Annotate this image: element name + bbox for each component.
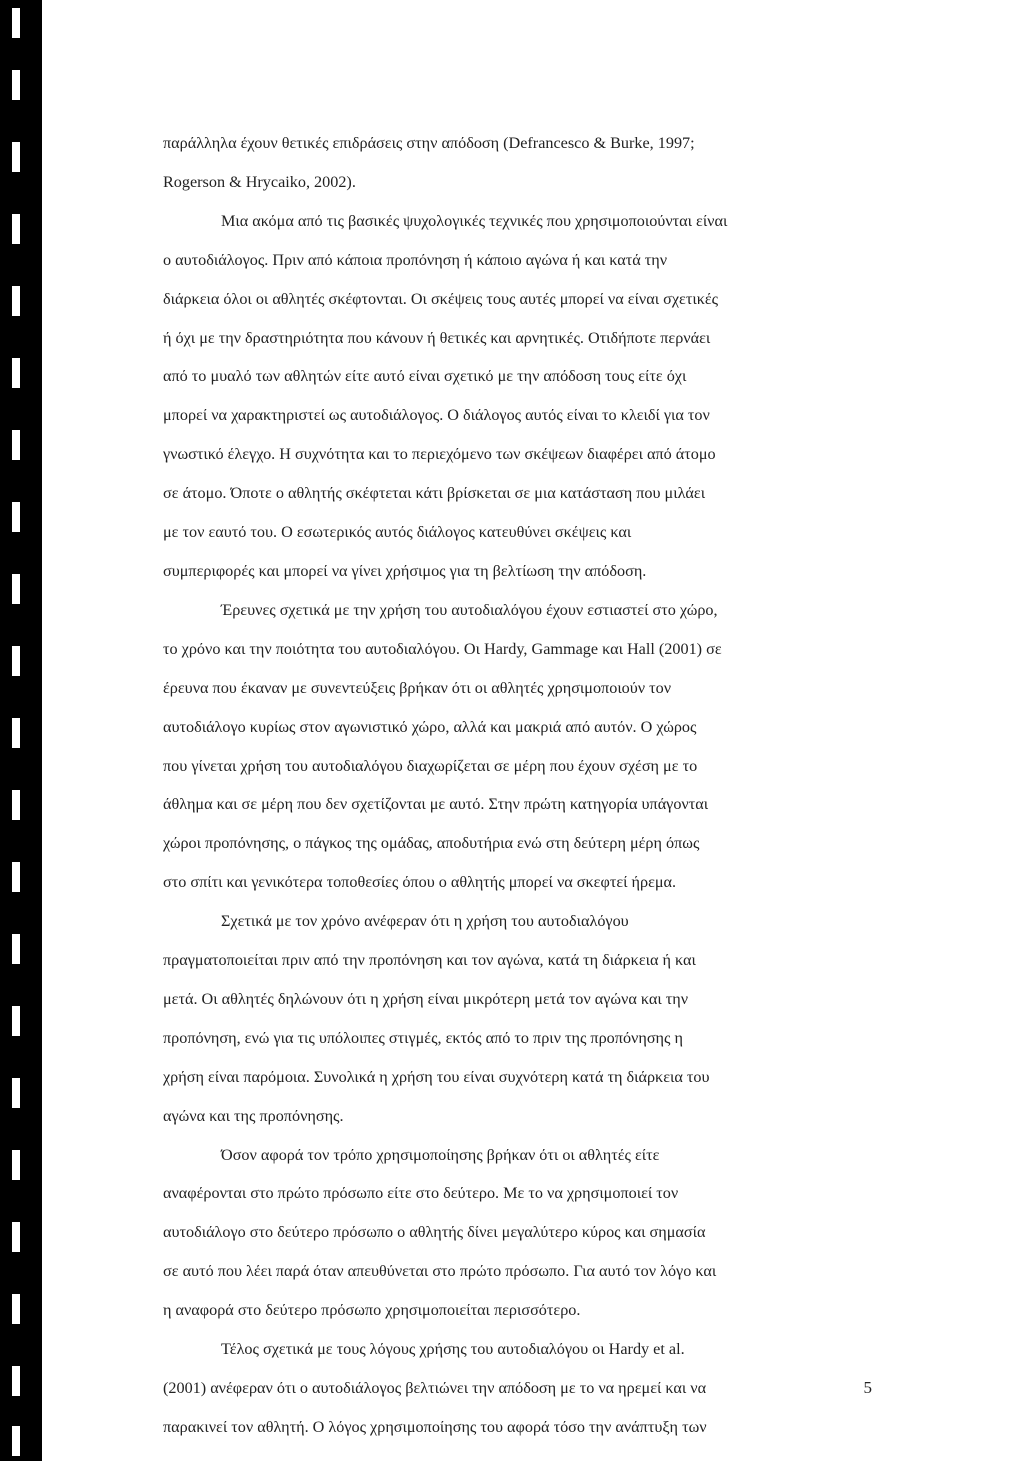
paragraph-first-line: Τέλος σχετικά με τους λόγους χρήσης του αυτοδιαλόγου οι Hardy et al. — [221, 1340, 685, 1359]
film-perforation — [12, 790, 20, 820]
text-line: συμπεριφορές και μπορεί να γίνει χρήσιμος για τη βελτίωση την απόδοση. — [163, 561, 647, 580]
film-perforation — [12, 430, 20, 460]
film-perforation — [12, 358, 20, 388]
text-line: διάρκεια όλοι οι αθλητές σκέφτονται. Οι σκέψεις τους αυτές μπορεί να είναι σχετικές — [163, 289, 719, 308]
text-line: αγώνα και της προπόνησης. — [163, 1106, 344, 1125]
film-perforation — [12, 1150, 20, 1180]
text-line: αυτοδιάλογο κυρίως στον αγωνιστικό χώρο, αλλά και μακριά από αυτόν. Ο χώρος — [163, 717, 697, 736]
text-line: μπορεί να χαρακτηριστεί ως αυτοδιάλογος. Ο διάλογος αυτός είναι το κλειδί για τον — [163, 406, 710, 425]
text-line: ή όχι με την δραστηριότητα που κάνουν ή θετικές και αρνητικές. Οτιδήποτε περνάει — [163, 328, 711, 347]
film-perforation — [12, 8, 20, 38]
text-line: αναφέρονται στο πρώτο πρόσωπο είτε στο δεύτερο. Με το να χρησιμοποιεί τον — [163, 1184, 679, 1203]
film-perforation — [12, 70, 20, 100]
text-line: με τον εαυτό του. Ο εσωτερικός αυτός διάλογος κατευθύνει σκέψεις και — [163, 523, 632, 542]
film-perforation — [12, 214, 20, 244]
text-line: παρακινεί τον αθλητή. Ο λόγος χρησιμοποίησης του αφορά τόσο την ανάπτυξη των — [163, 1417, 707, 1436]
text-line: σε αυτό που λέει παρά όταν απευθύνεται στο πρώτο πρόσωπο. Για αυτό τον λόγο και — [163, 1262, 717, 1281]
film-perforation — [12, 1078, 20, 1108]
text-line: στο σπίτι και γενικότερα τοποθεσίες όπου ο αθλητής μπορεί να σκεφτεί ήρεμα. — [163, 873, 677, 892]
text-line: χρήση είναι παρόμοια. Συνολικά η χρήση του είναι συχνότερη κατά τη διάρκεια του — [163, 1067, 710, 1086]
page-number: 5 — [863, 1378, 872, 1397]
text-line: παράλληλα έχουν θετικές επιδράσεις στην απόδοση (Defrancesco & Burke, 1997; — [163, 134, 695, 152]
film-perforation — [12, 286, 20, 316]
film-perforation — [12, 1006, 20, 1036]
paragraph-first-line: Μια ακόμα από τις βασικές ψυχολογικές τεχνικές που χρησιμοποιούνται είναι — [221, 211, 728, 230]
film-perforation — [12, 718, 20, 748]
text-line: χώροι προπόνησης, ο πάγκος της ομάδας, αποδυτήρια ενώ στη δεύτερη μέρη όπως — [163, 834, 700, 853]
film-perforation — [12, 574, 20, 604]
text-line: ο αυτοδιάλογος. Πριν από κάποια προπόνηση ή κάποιο αγώνα ή και κατά την — [163, 250, 668, 269]
text-line: άθλημα και σε μέρη που δεν σχετίζονται με αυτό. Στην πρώτη κατηγορία υπάγονται — [163, 795, 709, 814]
paragraph-first-line: Όσον αφορά τον τρόπο χρησιμοποίησης βρήκαν ότι οι αθλητές είτε — [221, 1145, 660, 1164]
film-perforation — [12, 502, 20, 532]
film-perforation — [12, 1426, 20, 1456]
film-strip-border — [0, 0, 42, 1461]
text-line: γνωστικό έλεγχο. Η συχνότητα και το περιεχόμενο των σκέψεων διαφέρει από άτομο — [163, 445, 716, 464]
film-perforation — [12, 1222, 20, 1252]
film-perforation — [12, 646, 20, 676]
paragraph-first-line: Έρευνες σχετικά με την χρήση του αυτοδιαλόγου έχουν εστιαστεί στο χώρο, — [221, 600, 718, 619]
body-text — [163, 124, 883, 1447]
film-perforation — [12, 862, 20, 892]
text-line: (2001) ανέφεραν ότι ο αυτοδιάλογος βελτιώνει την απόδοση με το να ηρεμεί και να — [163, 1379, 707, 1397]
text-line: σε άτομο. Όποτε ο αθλητής σκέφτεται κάτι βρίσκεται σε μια κατάσταση που μιλάει — [163, 484, 706, 503]
text-line: από το μυαλό των αθλητών είτε αυτό είναι σχετικό με την απόδοση τους είτε όχι — [163, 367, 687, 386]
text-line: πραγματοποιείται πριν από την προπόνηση και τον αγώνα, κατά τη διάρκεια ή και — [163, 951, 696, 970]
film-perforation — [12, 1366, 20, 1396]
text-line: προπόνηση, ενώ για τις υπόλοιπες στιγμές, εκτός από το πριν της προπόνησης η — [163, 1028, 683, 1047]
text-line: το χρόνο και την ποιότητα του αυτοδιαλόγου. Οι Hardy, Gammage και Hall (2001) σε — [163, 639, 722, 658]
text-line: αυτοδιάλογο στο δεύτερο πρόσωπο ο αθλητής δίνει μεγαλύτερο κύρος και σημασία — [163, 1223, 706, 1242]
film-perforation — [12, 934, 20, 964]
paragraph-first-line: Σχετικά με τον χρόνο ανέφεραν ότι η χρήση του αυτοδιαλόγου — [221, 912, 629, 931]
text-line: η αναφορά στο δεύτερο πρόσωπο χρησιμοποιείται περισσότερο. — [163, 1301, 581, 1320]
text-line: έρευνα που έκαναν με συνεντεύξεις βρήκαν ότι οι αθλητές χρησιμοποιούν τον — [163, 678, 672, 697]
film-perforation — [12, 1294, 20, 1324]
text-line: Rogerson & Hrycaiko, 2002). — [163, 172, 356, 191]
text-line: που γίνεται χρήση του αυτοδιαλόγου διαχωρίζεται σε μέρη που έχουν σχέση με το — [163, 756, 698, 775]
text-line: μετά. Οι αθλητές δηλώνουν ότι η χρήση είναι μικρότερη μετά τον αγώνα και την — [163, 989, 689, 1008]
film-perforation — [12, 142, 20, 172]
